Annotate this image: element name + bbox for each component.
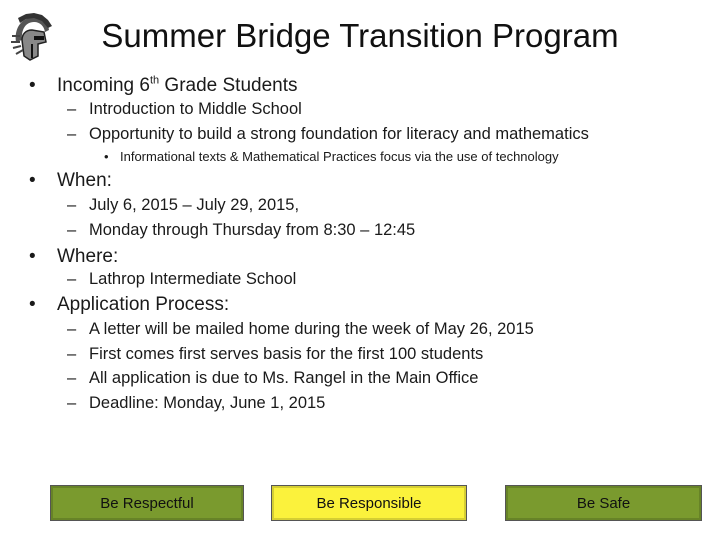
list-item: – Opportunity to build a strong foundation for literacy and mathematics	[67, 125, 589, 143]
be-respectful-button[interactable]	[50, 485, 244, 521]
section-heading-where: • Where:	[29, 246, 119, 267]
list-item: – All application is due to Ms. Rangel in the Main Office	[67, 369, 479, 387]
list-item: – A letter will be mailed home during the week of May 26, 2015	[67, 320, 534, 338]
list-item: – First comes first serves basis for the first 100 students	[67, 345, 484, 363]
be-safe-label: Be Safe	[576, 494, 631, 512]
be-safe-button[interactable]	[505, 485, 702, 521]
section-heading-when: • When:	[29, 170, 112, 191]
section-heading-application: • Application Process:	[29, 294, 230, 315]
be-responsible-button[interactable]	[271, 485, 467, 521]
list-item: – Lathrop Intermediate School	[67, 270, 297, 288]
list-item: – Introduction to Middle School	[67, 100, 302, 118]
section-heading-incoming: • Incoming 6th Grade Students	[29, 74, 298, 96]
be-responsible-label: Be Responsible	[316, 494, 422, 512]
spartan-helmet-icon	[8, 12, 56, 64]
list-item: – Monday through Thursday from 8:30 – 12:45	[67, 221, 416, 239]
slide-title: Summer Bridge Transition Program	[101, 17, 619, 54]
be-respectful-label: Be Respectful	[100, 494, 194, 512]
list-item: – Deadline: Monday, June 1, 2015	[67, 394, 326, 412]
sub-list-item: • Informational texts & Mathematical Practices focus via the use of technology	[104, 149, 559, 164]
list-item: – July 6, 2015 – July 29, 2015,	[67, 196, 300, 214]
